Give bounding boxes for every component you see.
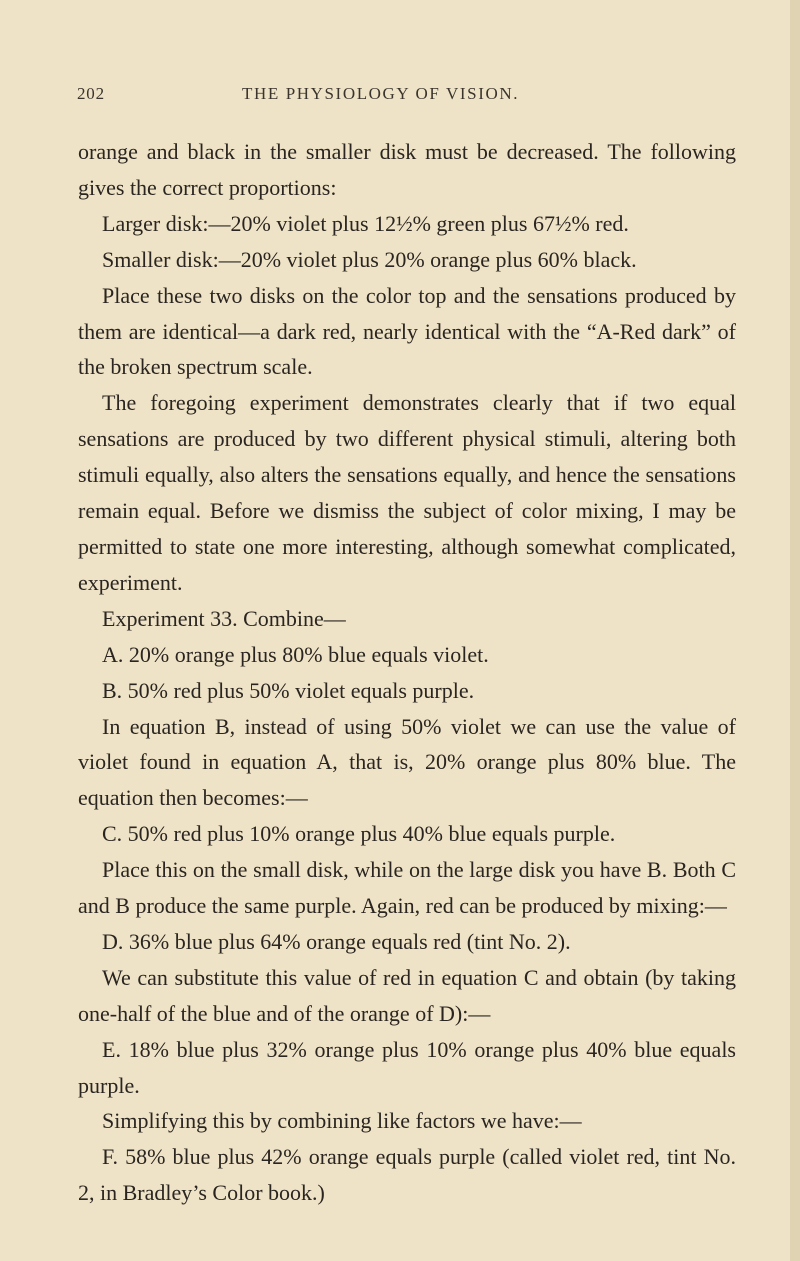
paragraph: In equation B, instead of using 50% violet we can use the value of violet found in equation A, that is, 20% orange plus 80% blue. The equation then becomes:— <box>78 713 736 811</box>
page-header <box>77 84 725 108</box>
paragraph: Smaller disk:—20% violet plus 20% orange plus 60% black. <box>102 246 637 272</box>
running-head: THE PHYSIOLOGY OF VISION. <box>242 84 520 103</box>
paragraph: F. 58% blue plus 42% orange equals purple (called violet red, tint No. 2, in Bradley’s Color book.) <box>78 1144 736 1206</box>
page-number: 202 <box>77 84 105 103</box>
paragraph: A. 20% orange plus 80% blue equals violet. <box>102 641 489 667</box>
paragraph: D. 36% blue plus 64% orange equals red (tint No. 2). <box>102 928 571 954</box>
paragraph: orange and black in the smaller disk must be decreased. The following gives the correct proportions: <box>78 139 736 200</box>
paragraph: The foregoing experiment demonstrates clearly that if two equal sensations are produced by two different physical stimuli, altering both stimuli equally, also alters the sensations equally, and hence the sensations remain equal. Before we dismiss the subject of color mixing, I may be permitted to state one more interesting, although somewhat complicated, experiment. <box>78 390 736 595</box>
paragraph: C. 50% red plus 10% orange plus 40% blue equals purple. <box>102 821 616 847</box>
paragraph: B. 50% red plus 50% violet equals purple. <box>102 677 475 703</box>
paragraph: Place these two disks on the color top and the sensations produced by them are identical—a dark red, nearly identical with the “A-Red dark” of the broken spectrum scale. <box>78 282 736 380</box>
paragraph: Place this on the small disk, while on the large disk you have B. Both C and B produce the same purple. Again, red can be produced by mixing:— <box>78 857 736 919</box>
paragraph: We can substitute this value of red in equation C and obtain (by taking one-half of the blue and of the orange of D):— <box>78 964 736 1026</box>
paragraph: Larger disk:—20% violet plus 12½% green plus 67½% red. <box>102 210 629 236</box>
page-edge-shadow <box>790 0 800 1261</box>
body-text <box>78 134 736 1211</box>
paragraph: E. 18% blue plus 32% orange plus 10% orange plus 40% blue equals purple. <box>78 1036 736 1098</box>
paragraph: Experiment 33. Combine— <box>102 605 346 631</box>
paragraph: Simplifying this by combining like factors we have:— <box>102 1108 582 1134</box>
